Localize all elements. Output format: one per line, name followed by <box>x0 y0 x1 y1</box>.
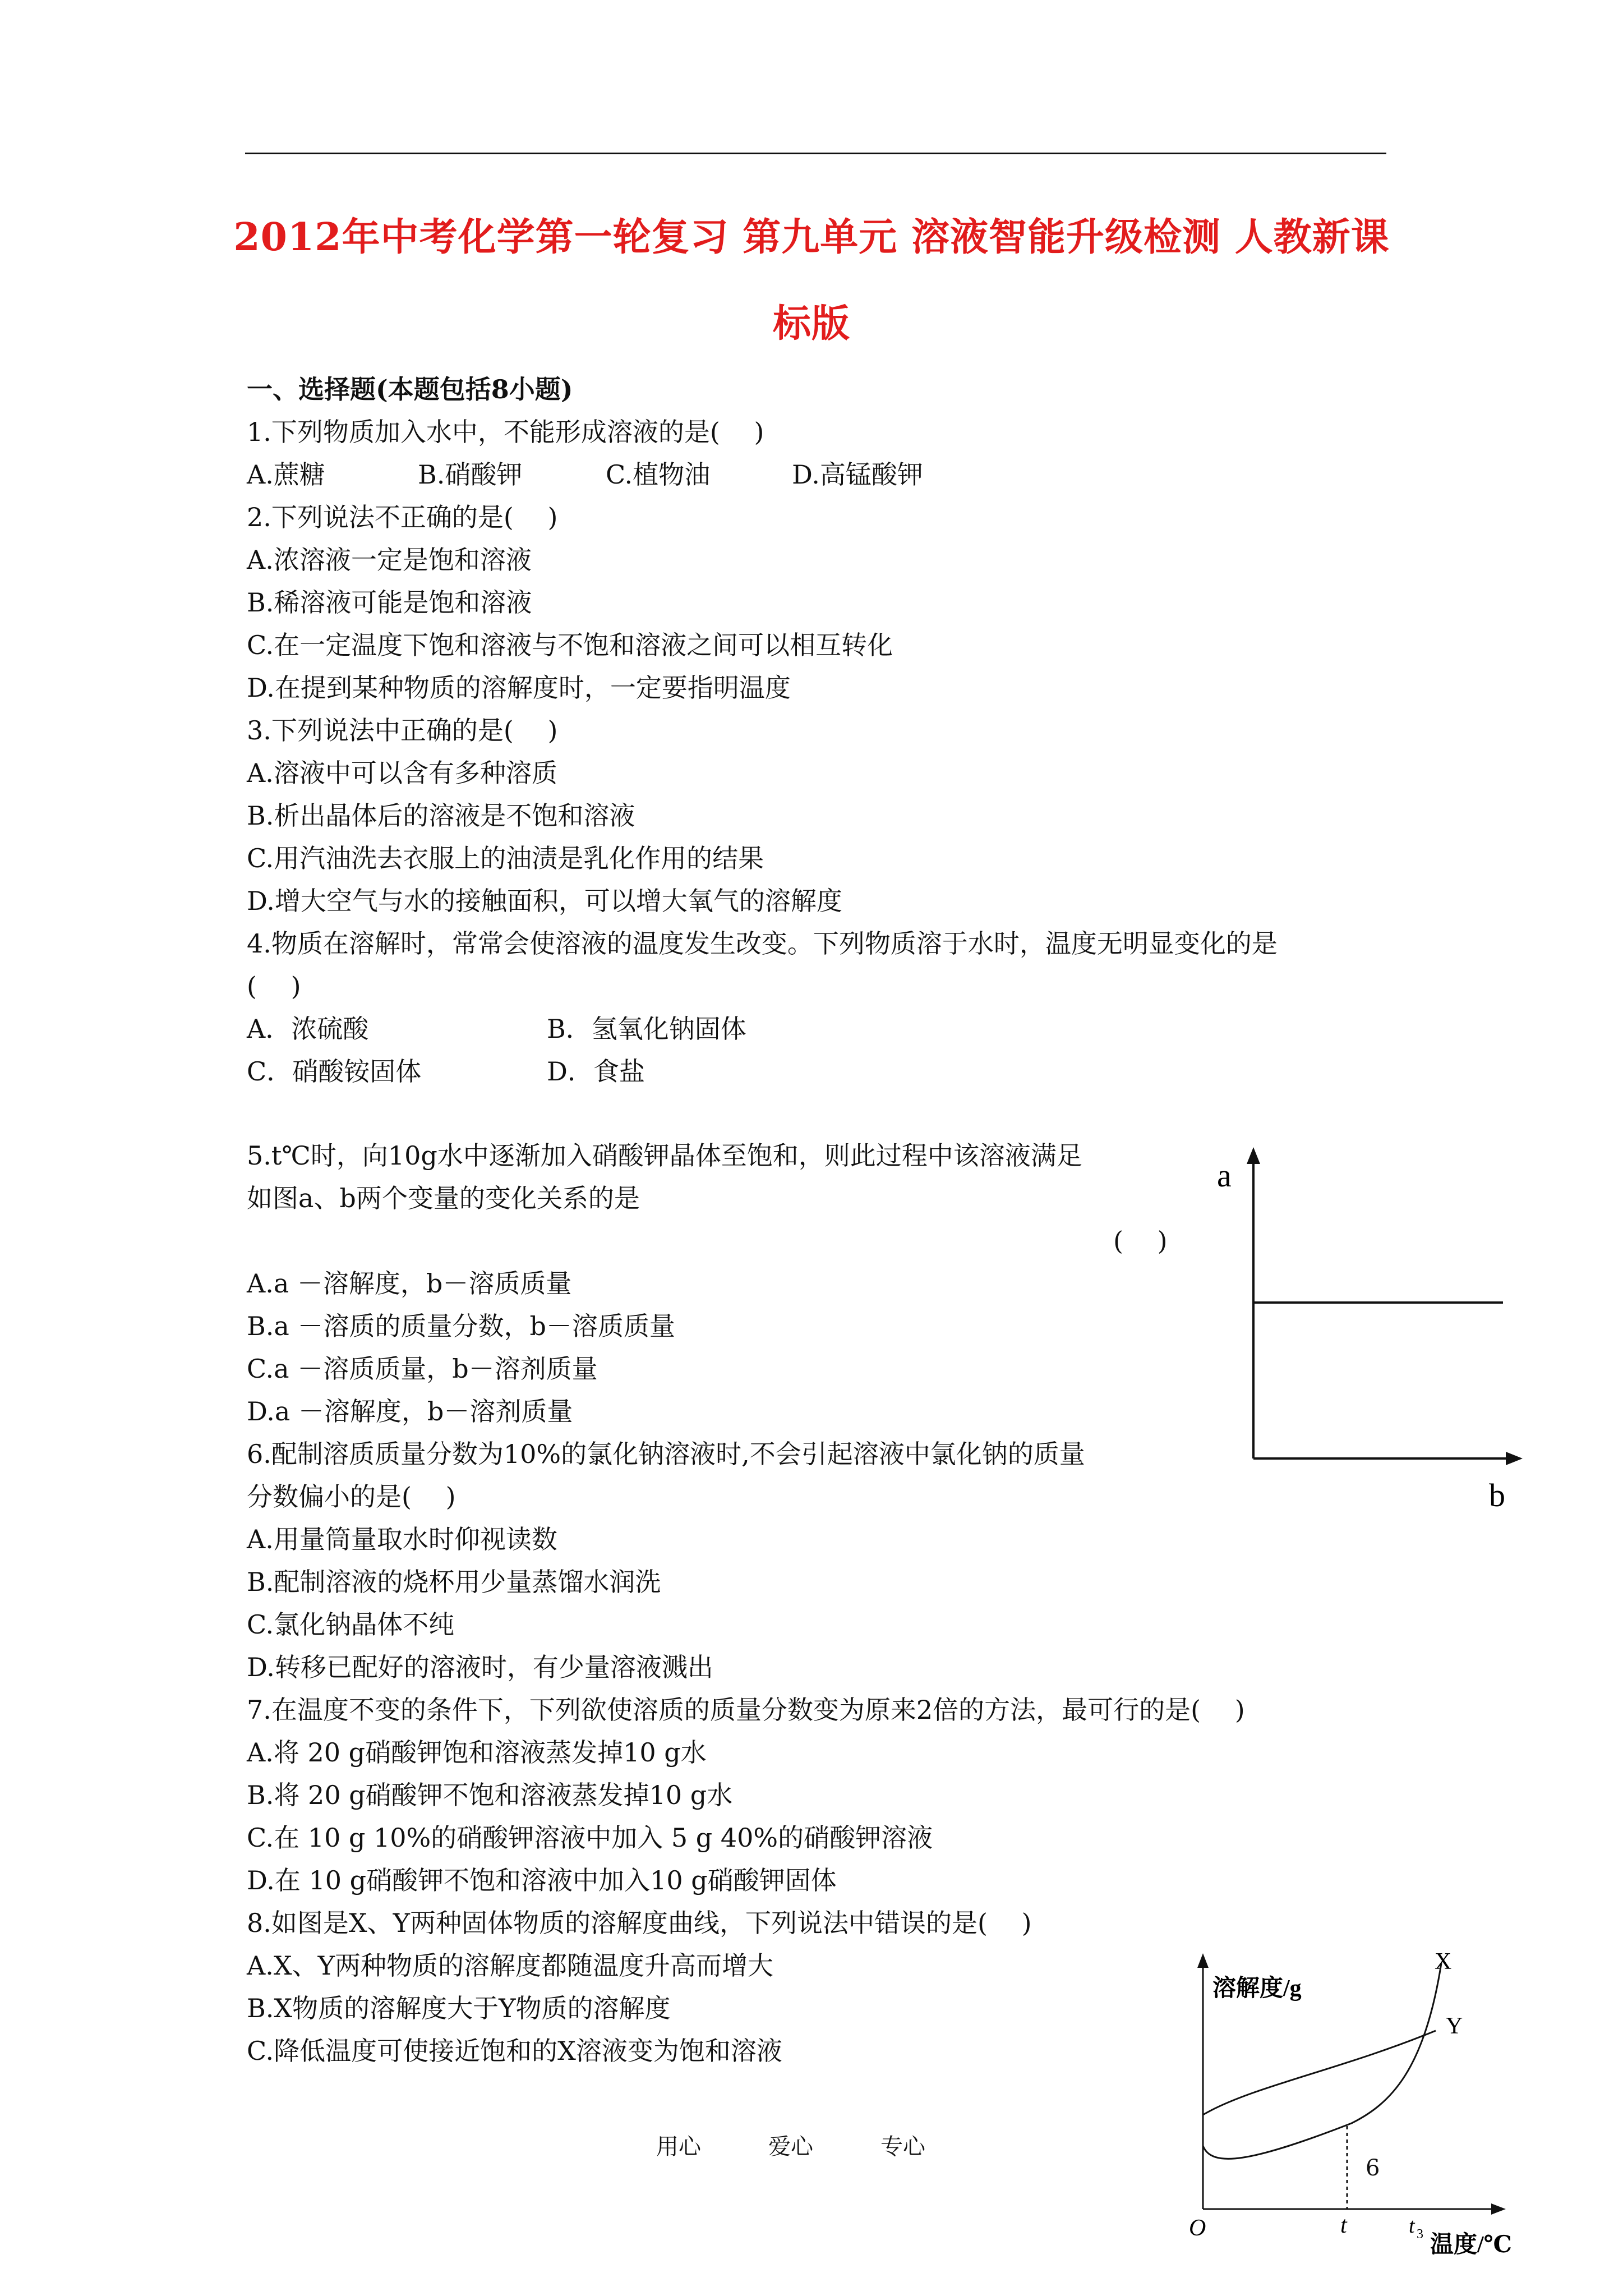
q8-curve-x-label: X <box>1435 1949 1452 1975</box>
q8-stem: 8.如图是X、Y两种固体物质的溶解度曲线，下列说法中错误的是( ) <box>247 1908 1032 1938</box>
q5-y-label: a <box>1217 1157 1232 1194</box>
q2-option-a: A.浓溶液一定是饱和溶液 <box>247 545 532 575</box>
q5-option-b: B.a －溶质的质量分数，b－溶质质量 <box>247 1311 675 1341</box>
title-line-2: 标版 <box>772 301 850 346</box>
q7-stem: 7.在温度不变的条件下，下列欲使溶质的质量分数变为原来2倍的方法，最可行的是( ) <box>247 1695 1245 1725</box>
q7-option-b: B.将 20 g硝酸钾不饱和溶液蒸发掉10 g水 <box>247 1780 733 1810</box>
q2-stem: 2.下列说法不正确的是( ) <box>247 502 558 532</box>
q6-option-d: D.转移已配好的溶液时，有少量溶液溅出 <box>247 1652 713 1682</box>
q7-option-a: A.将 20 g硝酸钾饱和溶液蒸发掉10 g水 <box>247 1737 707 1768</box>
footer-text-2: 爱心 <box>768 2134 813 2160</box>
q8-x-label: 温度/℃ <box>1430 2232 1512 2258</box>
q5-option-a: A.a －溶解度，b－溶质质量 <box>247 1268 572 1299</box>
q6-stem: 6.配制溶质质量分数为10%的氯化钠溶液时,不会引起溶液中氯化钠的质量 <box>247 1439 1085 1469</box>
q5-option-c: C.a －溶质质量，b－溶剂质量 <box>247 1354 598 1384</box>
q5-y-arrow <box>1247 1147 1260 1164</box>
q8-curve-y-label: Y <box>1446 2013 1463 2039</box>
q8-option-a: A.X、Y两种物质的溶解度都随温度升高而增大 <box>247 1950 773 1981</box>
q6-option-a: A.用量筒量取水时仰视读数 <box>247 1524 557 1554</box>
q4-option-d: D．食盐 <box>547 1056 645 1087</box>
q8-t3-label: t <box>1409 2214 1415 2238</box>
q4-stem: 4.物质在溶解时，常常会使溶液的温度发生改变。下列物质溶于水时，温度无明显变化的是 <box>247 928 1278 959</box>
q5-stem: 5.t℃时，向10g水中逐渐加入硝酸钾晶体至饱和，则此过程中该溶液满足 <box>247 1140 1082 1171</box>
q5-graph <box>1200 1139 1537 1520</box>
q1-option-b: B.硝酸钾 <box>418 459 523 490</box>
q6-option-b: B.配制溶液的烧杯用少量蒸馏水润洗 <box>247 1567 661 1597</box>
q4-option-b: B．氢氧化钠固体 <box>547 1014 746 1044</box>
q5-stem-cont: 如图a、b两个变量的变化关系的是 <box>247 1183 640 1213</box>
title-line-1: 2012年中考化学第一轮复习 第九单元 溶液智能升级检测 人教新课 <box>233 215 1390 260</box>
q4-option-a: A．浓硫酸 <box>247 1014 369 1044</box>
q8-x-arrow <box>1491 2203 1506 2215</box>
q8-solubility-graph <box>1166 1947 1570 2261</box>
q8-origin-label: O <box>1189 2215 1206 2241</box>
q6-stem-cont: 分数偏小的是( ) <box>247 1481 456 1512</box>
q8-t-label: t <box>1340 2212 1347 2238</box>
footer-text-1: 用心 <box>656 2134 701 2160</box>
q8-curve-y <box>1203 2031 1436 2115</box>
q7-option-c: C.在 10 g 10%的硝酸钾溶液中加入 5 g 40%的硝酸钾溶液 <box>247 1823 933 1853</box>
q4-option-c: C．硝酸铵固体 <box>247 1056 422 1087</box>
q3-option-d: D.增大空气与水的接触面积，可以增大氧气的溶解度 <box>247 886 842 916</box>
q2-option-c: C.在一定温度下饱和溶液与不饱和溶液之间可以相互转化 <box>247 630 893 660</box>
q8-option-b: B.X物质的溶解度大于Y物质的溶解度 <box>247 1993 671 2023</box>
q8-option-c: C.降低温度可使接近饱和的X溶液变为饱和溶液 <box>247 2036 782 2066</box>
section-heading: 一、选择题(本题包括8小题) <box>247 374 573 404</box>
q2-option-d: D.在提到某种物质的溶解度时，一定要指明温度 <box>247 673 791 703</box>
q7-option-d: D.在 10 g硝酸钾不饱和溶液中加入10 g硝酸钾固体 <box>247 1865 837 1895</box>
q3-stem: 3.下列说法中正确的是( ) <box>247 715 558 746</box>
q3-option-c: C.用汽油洗去衣服上的油渍是乳化作用的结果 <box>247 843 764 873</box>
q5-x-label: b <box>1489 1477 1505 1513</box>
q4-stem-bracket: ( ) <box>247 971 301 1001</box>
q2-option-b: B.稀溶液可能是饱和溶液 <box>247 587 532 618</box>
q8-y-arrow <box>1197 1953 1209 1968</box>
q8-t3-subscript: 3 <box>1417 2227 1423 2242</box>
header-rule <box>245 153 1386 154</box>
q3-option-b: B.析出晶体后的溶液是不饱和溶液 <box>247 800 635 831</box>
q8-y-label: 溶解度/g <box>1212 1976 1302 2001</box>
q1-stem: 1.下列物质加入水中，不能形成溶液的是( ) <box>247 417 764 447</box>
q5-answer-bracket: ( ) <box>1113 1226 1168 1256</box>
q5-option-d: D.a －溶解度，b－溶剂质量 <box>247 1396 573 1427</box>
q1-option-a: A.蔗糖 <box>247 459 325 490</box>
q1-option-c: C.植物油 <box>606 459 711 490</box>
footer-text-3: 专心 <box>880 2134 925 2160</box>
q1-option-d: D.高锰酸钾 <box>792 459 923 490</box>
page-number: 6 <box>1366 2155 1380 2181</box>
q6-option-c: C.氯化钠晶体不纯 <box>247 1609 455 1640</box>
q3-option-a: A.溶液中可以含有多种溶质 <box>247 758 557 788</box>
q5-x-arrow <box>1506 1452 1523 1465</box>
